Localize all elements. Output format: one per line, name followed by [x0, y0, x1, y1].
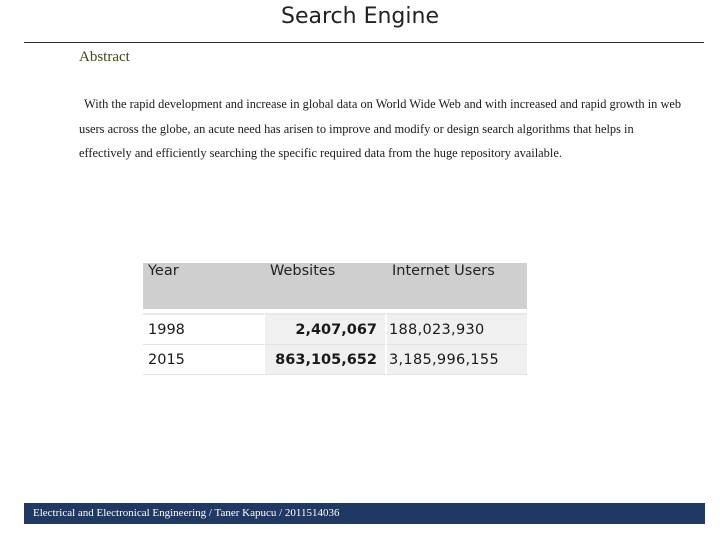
column-header-year: Year — [143, 263, 265, 313]
footer-bar — [24, 503, 705, 524]
cell-internet-users: 3,185,996,155 — [387, 345, 527, 375]
cell-websites: 863,105,652 — [265, 345, 387, 375]
statistics-table — [143, 263, 527, 375]
table-row — [143, 345, 527, 375]
cell-websites: 2,407,067 — [265, 313, 387, 345]
cell-year: 1998 — [143, 313, 265, 345]
abstract-paragraph: With the rapid development and increase in global data on World Wide Web and with increased and rapid growth in web users across the globe, an acute need has arisen to improve and modify or design search algorithms that helps in effectively and efficiently searching the specific required data from the huge repository available. — [79, 97, 682, 160]
column-header-websites: Websites — [265, 263, 387, 313]
abstract-heading: Abstract — [79, 49, 130, 65]
slide-title: Search Engine — [281, 4, 439, 29]
cell-internet-users: 188,023,930 — [387, 313, 527, 345]
column-header-internet-users: Internet Users — [387, 263, 527, 313]
table-header-row — [143, 263, 527, 313]
footer-text: Electrical and Electronical Engineering / Taner Kapucu / 2011514036 — [33, 507, 340, 519]
title-divider — [24, 42, 704, 43]
table-row — [143, 313, 527, 345]
cell-year: 2015 — [143, 345, 265, 375]
